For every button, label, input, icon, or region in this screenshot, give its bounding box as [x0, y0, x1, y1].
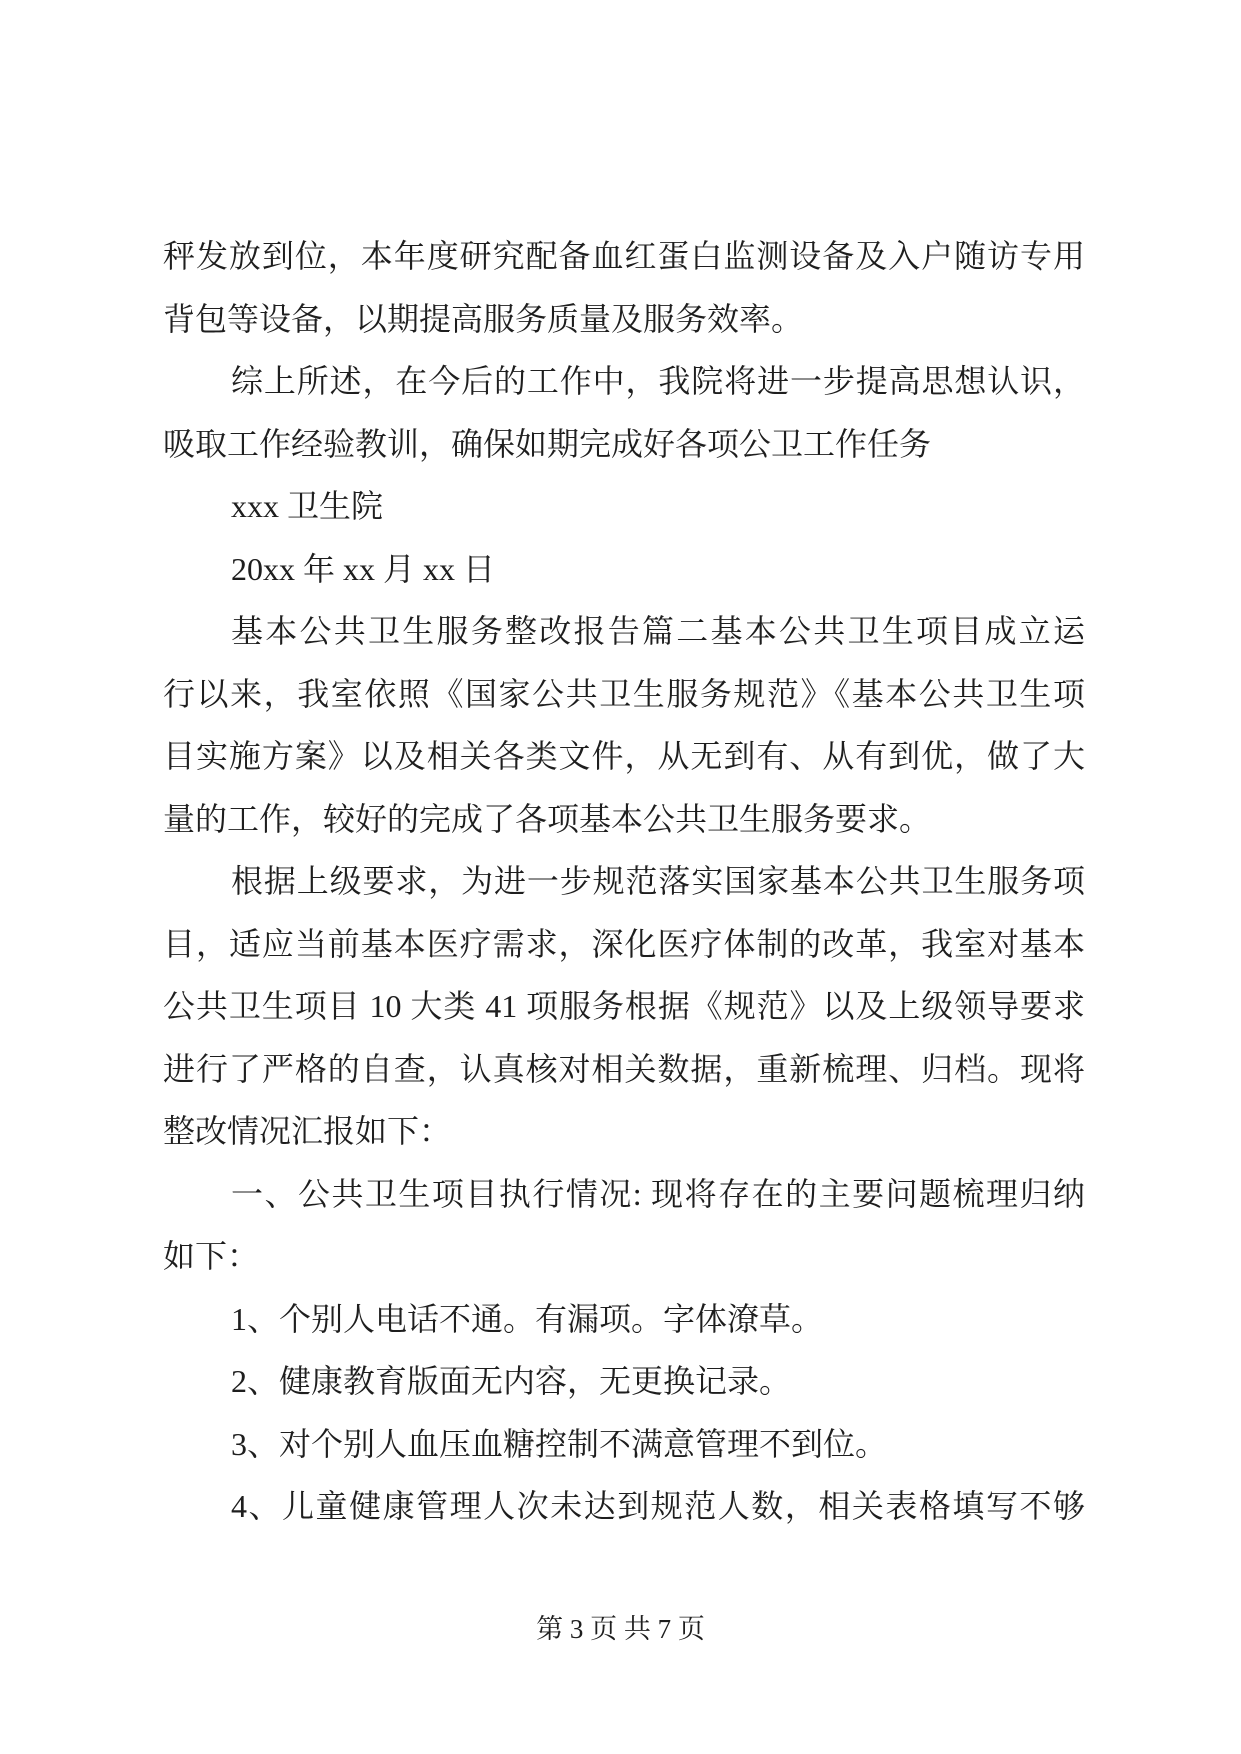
- text-line: 进行了严格的自查，认真核对相关数据，重新梳理、归档。现将: [163, 1050, 1085, 1087]
- text-line: 目实施方案》以及相关各类文件，从无到有、从有到优，做了大: [163, 738, 1085, 774]
- text-line: 整改情况汇报如下：: [163, 1113, 452, 1149]
- text-line: 综上所述，在今后的工作中，我院将进一步提高思想认识，: [231, 363, 1085, 399]
- page-footer: 第 3 页 共 7 页: [536, 1614, 705, 1644]
- text-line: 秤发放到位，本年度研究配备血红蛋白监测设备及入户随访专用: [163, 238, 1085, 274]
- document-body: [163, 225, 1085, 1538]
- signature-line: xxx 卫生院: [231, 488, 384, 524]
- text-line: 公共卫生项目 10 大类 41 项服务根据《规范》以及上级领导要求: [163, 988, 1085, 1024]
- text-line: 基本公共卫生服务整改报告篇二基本公共卫生项目成立运: [231, 613, 1085, 649]
- text-line: 吸取工作经验教训，确保如期完成好各项公卫工作任务: [163, 425, 932, 462]
- text-line: 目，适应当前基本医疗需求，深化医疗体制的改革，我室对基本: [163, 925, 1085, 962]
- text-line: 根据上级要求，为进一步规范落实国家基本公共卫生服务项: [231, 863, 1085, 899]
- text-line: 行以来，我室依照《国家公共卫生服务规范》《基本公共卫生项: [163, 675, 1085, 712]
- text-line: 量的工作，较好的完成了各项基本公共卫生服务要求。: [163, 800, 932, 837]
- date-line: 20xx 年 xx 月 xx 日: [231, 550, 496, 587]
- list-item-line: 1、个别人电话不通。有漏项。字体潦草。: [231, 1300, 824, 1337]
- section-heading-line: 一、公共卫生项目执行情况: 现将存在的主要问题梳理归纳: [231, 1175, 1085, 1212]
- list-item-line: 4、儿童健康管理人次未达到规范人数，相关表格填写不够: [231, 1488, 1085, 1524]
- text-line: 如下：: [163, 1238, 260, 1274]
- list-item-line: 3、对个别人血压血糖控制不满意管理不到位。: [231, 1425, 888, 1462]
- list-item-line: 2、健康教育版面无内容，无更换记录。: [231, 1363, 792, 1399]
- text-line: 背包等设备，以期提高服务质量及服务效率。: [163, 300, 804, 337]
